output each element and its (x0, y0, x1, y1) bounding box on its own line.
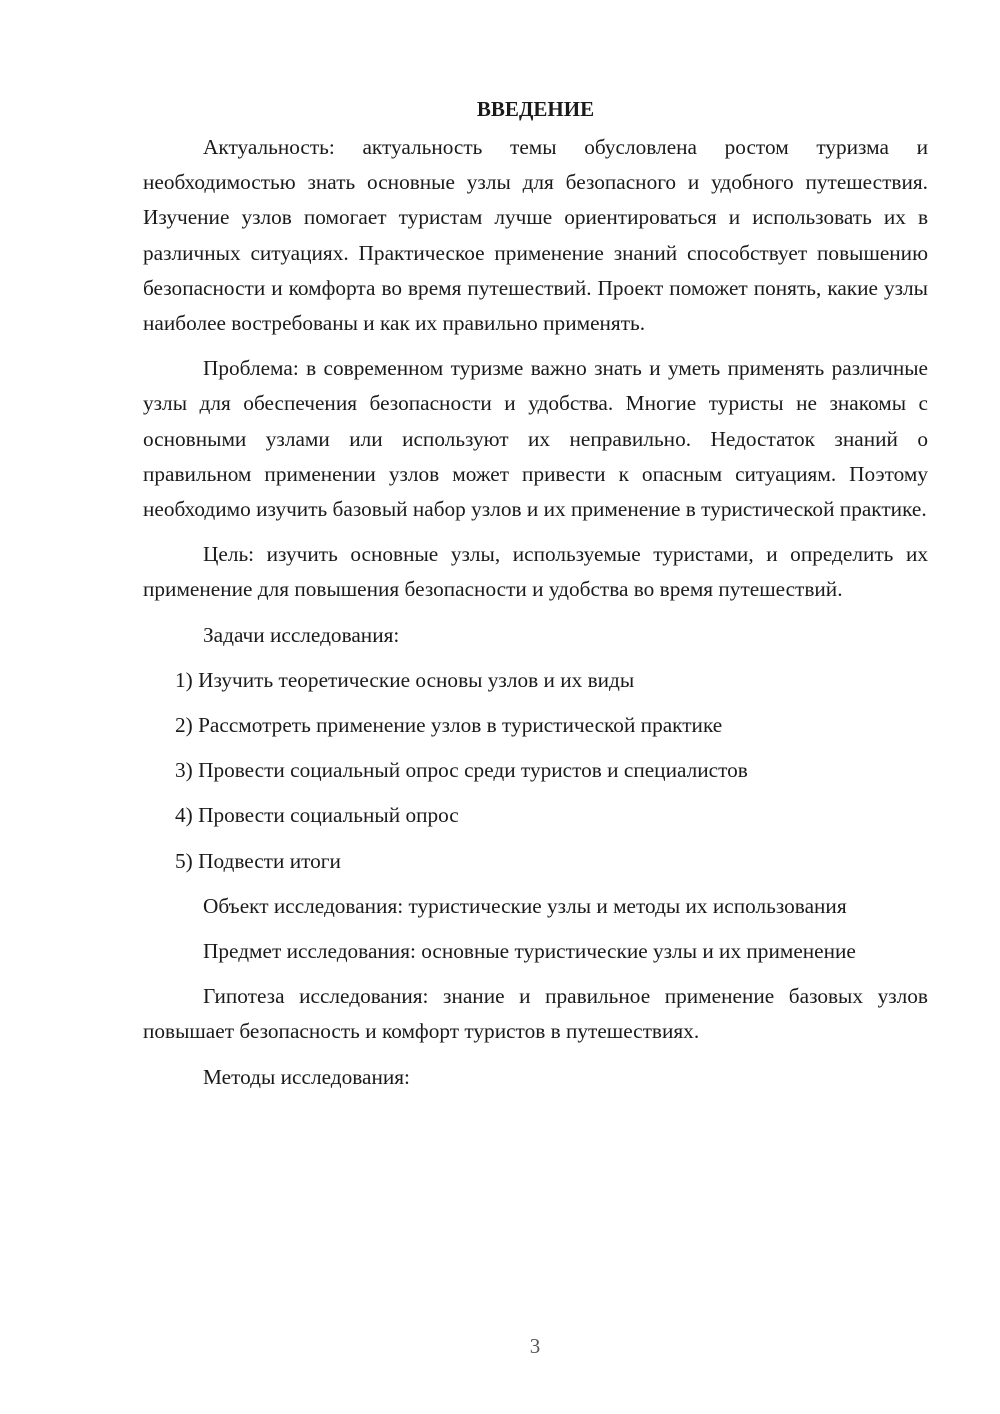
section-title: ВВЕДЕНИЕ (476, 97, 595, 121)
document-page (143, 92, 928, 1105)
list-item: 5) Подвести итоги (175, 848, 341, 873)
list-item: 2) Рассмотреть применение узлов в туристической практике (175, 713, 723, 738)
list-item: 4) Провести социальный опрос (175, 803, 459, 828)
tasks-list (143, 663, 928, 879)
paragraph-problem: Проблема: в современном туризме важно знать и уметь применять различные узлы для обеспечения безопасности и удобства. Многие туристы не знакомы с основными узлами или используют их неправильно. Недостаток знаний о правильном применении узлов может привести к опасным ситуациям. Поэтому необходимо изучить базовый набор узлов и их применение в туристической практике. (143, 356, 928, 522)
tasks-heading: Задачи исследования: (203, 622, 400, 647)
paragraph-hypothesis: Гипотеза исследования: знание и правильное применение базовых узлов повышает безопасность и комфорт туристов в путешествиях. (143, 984, 928, 1044)
paragraph-relevance: Актуальность: актуальность темы обусловлена ростом туризма и необходимостью знать основные узлы для безопасного и удобного путешествия. Изучение узлов помогает туристам лучше ориентироваться и использовать их в различных ситуациях. Практическое применение знаний способствует повышению безопасности и комфорта во время путешествий. Проект поможет понять, какие узлы наиболее востребованы и как их правильно применять. (143, 135, 928, 336)
page-number: 3 (529, 1334, 541, 1358)
paragraph-subject: Предмет исследования: основные туристические узлы и их применение (203, 939, 856, 964)
list-item: 1) Изучить теоретические основы узлов и их виды (175, 667, 635, 692)
methods-heading: Методы исследования: (203, 1064, 410, 1089)
paragraph-goal: Цель: изучить основные узлы, используемые туристами, и определить их применение для повышения безопасности и удобства во время путешествий. (143, 542, 928, 602)
list-item: 3) Провести социальный опрос среди туристов и специалистов (175, 758, 748, 783)
paragraph-object: Объект исследования: туристические узлы и методы их использования (203, 893, 847, 918)
